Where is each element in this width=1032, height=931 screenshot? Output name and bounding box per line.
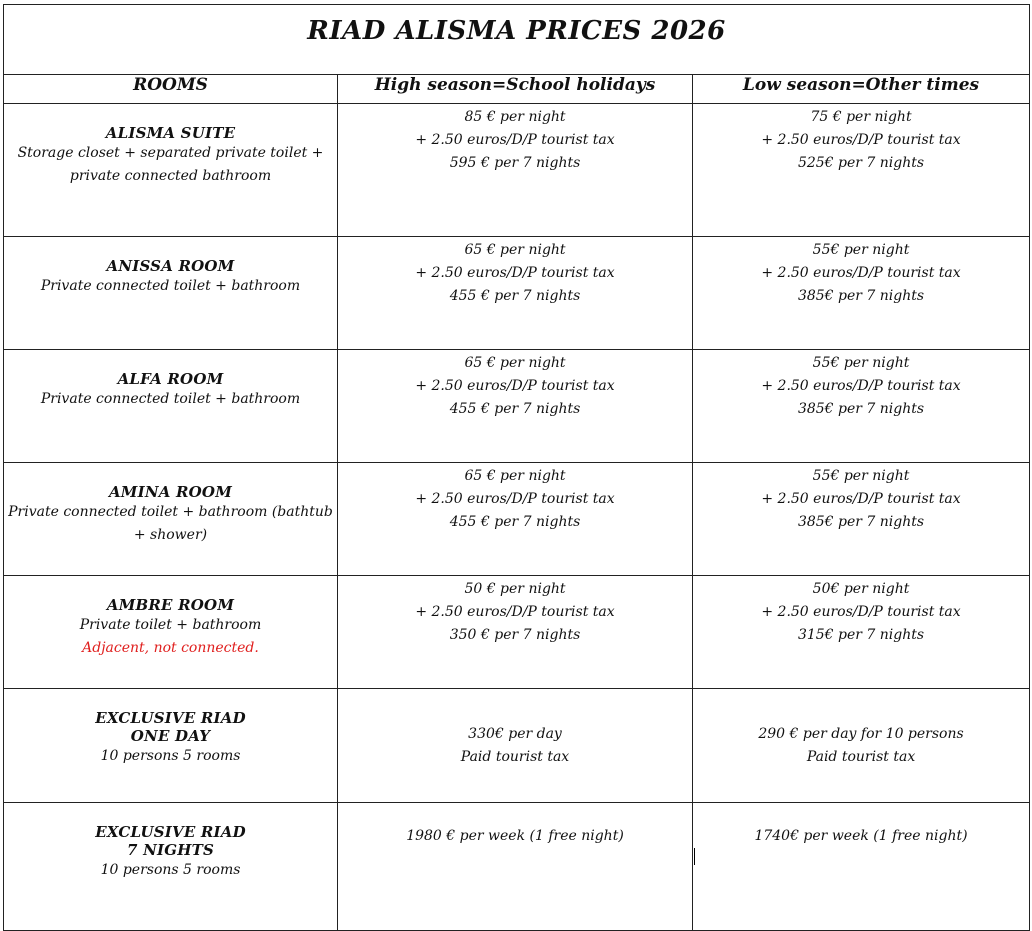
low-season-price xyxy=(693,576,1030,689)
price-line: Paid tourist tax xyxy=(460,748,570,765)
room-description: 10 persons 5 rooms xyxy=(100,748,241,764)
price-line: 55€ per night xyxy=(812,355,910,371)
low-season-price xyxy=(693,350,1030,463)
room-description: Private connected toilet + bathroom xyxy=(40,391,301,407)
high-season-price xyxy=(338,689,693,803)
price-line: 455 € per 7 nights xyxy=(449,401,581,417)
price-line: 315€ per 7 nights xyxy=(797,627,925,643)
room-description: Storage closet + separated private toilet + xyxy=(17,145,324,161)
price-document xyxy=(3,4,1029,878)
room-description: private connected bathroom xyxy=(69,168,272,184)
room-cell xyxy=(4,104,338,237)
price-text: 1740€ per week (1 free night) xyxy=(754,828,968,844)
room-name: ALISMA SUITE xyxy=(105,124,236,142)
price-line: 595 € per 7 nights xyxy=(449,155,581,171)
high-season-price xyxy=(338,463,693,576)
room-name: AMINA ROOM xyxy=(108,483,233,501)
room-name: ALFA ROOM xyxy=(117,370,224,388)
price-line: 455 € per 7 nights xyxy=(449,288,581,304)
price-line: 385€ per 7 nights xyxy=(797,401,925,417)
room-note: Adjacent, not connected. xyxy=(82,640,259,656)
room-cell xyxy=(4,576,338,689)
room-cell xyxy=(4,689,338,803)
price-line xyxy=(693,828,1029,865)
price-line: 525€ per 7 nights xyxy=(797,155,925,171)
price-line: 55€ per night xyxy=(812,242,910,258)
price-line: + 2.50 euros/D/P tourist tax xyxy=(761,491,961,507)
low-season-price xyxy=(693,104,1030,237)
price-line: 1980 € per week (1 free night) xyxy=(406,828,624,844)
price-line: 350 € per 7 nights xyxy=(449,627,581,643)
high-season-price xyxy=(338,803,693,931)
price-line: + 2.50 euros/D/P tourist tax xyxy=(415,265,615,281)
price-line: + 2.50 euros/D/P tourist tax xyxy=(415,491,615,507)
table-row xyxy=(4,689,1030,803)
table-row xyxy=(4,104,1030,237)
room-name: EXCLUSIVE RIAD xyxy=(95,709,246,727)
table-row xyxy=(4,237,1030,350)
text-cursor xyxy=(694,848,695,865)
price-line: 65 € per night xyxy=(464,242,566,258)
price-line: + 2.50 euros/D/P tourist tax xyxy=(415,604,615,620)
title-cell xyxy=(4,5,1030,75)
price-line: 75 € per night xyxy=(810,109,912,125)
price-line: 50 € per night xyxy=(464,581,566,597)
room-description: 10 persons 5 rooms xyxy=(100,862,241,878)
room-description: Private connected toilet + bathroom (bathtub xyxy=(8,504,333,520)
table-row xyxy=(4,803,1030,931)
price-line: 50€ per night xyxy=(812,581,910,597)
high-season-price xyxy=(338,237,693,350)
room-name: 7 NIGHTS xyxy=(127,841,214,859)
header-low-season: Low season=Other times xyxy=(693,75,1030,104)
room-description: Private connected toilet + bathroom xyxy=(40,278,301,294)
low-season-price xyxy=(693,463,1030,576)
price-line: 290 € per day for 10 persons xyxy=(758,725,964,742)
room-cell xyxy=(4,350,338,463)
price-line: 330€ per day xyxy=(468,725,562,742)
room-cell xyxy=(4,237,338,350)
price-line: + 2.50 euros/D/P tourist tax xyxy=(761,378,961,394)
low-season-price xyxy=(693,237,1030,350)
document-title: RIAD ALISMA PRICES 2026 xyxy=(307,15,726,46)
price-line: 85 € per night xyxy=(464,109,566,125)
high-season-price xyxy=(338,350,693,463)
room-cell xyxy=(4,803,338,931)
price-line: + 2.50 euros/D/P tourist tax xyxy=(415,378,615,394)
room-description: Private toilet + bathroom xyxy=(79,617,262,633)
price-line: 65 € per night xyxy=(464,355,566,371)
header-rooms: ROOMS xyxy=(4,75,338,104)
price-line: + 2.50 euros/D/P tourist tax xyxy=(761,132,961,148)
table-row xyxy=(4,576,1030,689)
room-name: EXCLUSIVE RIAD xyxy=(95,823,246,841)
high-season-price xyxy=(338,104,693,237)
price-table xyxy=(3,4,1030,931)
room-name: AMBRE ROOM xyxy=(106,596,235,614)
low-season-price[interactable] xyxy=(693,803,1030,931)
price-line: 385€ per 7 nights xyxy=(797,514,925,530)
price-line: Paid tourist tax xyxy=(806,748,916,765)
price-line: 55€ per night xyxy=(812,468,910,484)
price-line: 385€ per 7 nights xyxy=(797,288,925,304)
room-name: ONE DAY xyxy=(130,727,211,745)
header-high-season: High season=School holidays xyxy=(338,75,693,104)
price-line: 65 € per night xyxy=(464,468,566,484)
price-line: + 2.50 euros/D/P tourist tax xyxy=(761,604,961,620)
high-season-price xyxy=(338,576,693,689)
room-name: ANISSA ROOM xyxy=(106,257,235,275)
table-row xyxy=(4,463,1030,576)
price-line: 455 € per 7 nights xyxy=(449,514,581,530)
room-description: + shower) xyxy=(133,527,208,543)
price-line: + 2.50 euros/D/P tourist tax xyxy=(415,132,615,148)
room-cell xyxy=(4,463,338,576)
price-line: + 2.50 euros/D/P tourist tax xyxy=(761,265,961,281)
table-row xyxy=(4,350,1030,463)
low-season-price xyxy=(693,689,1030,803)
